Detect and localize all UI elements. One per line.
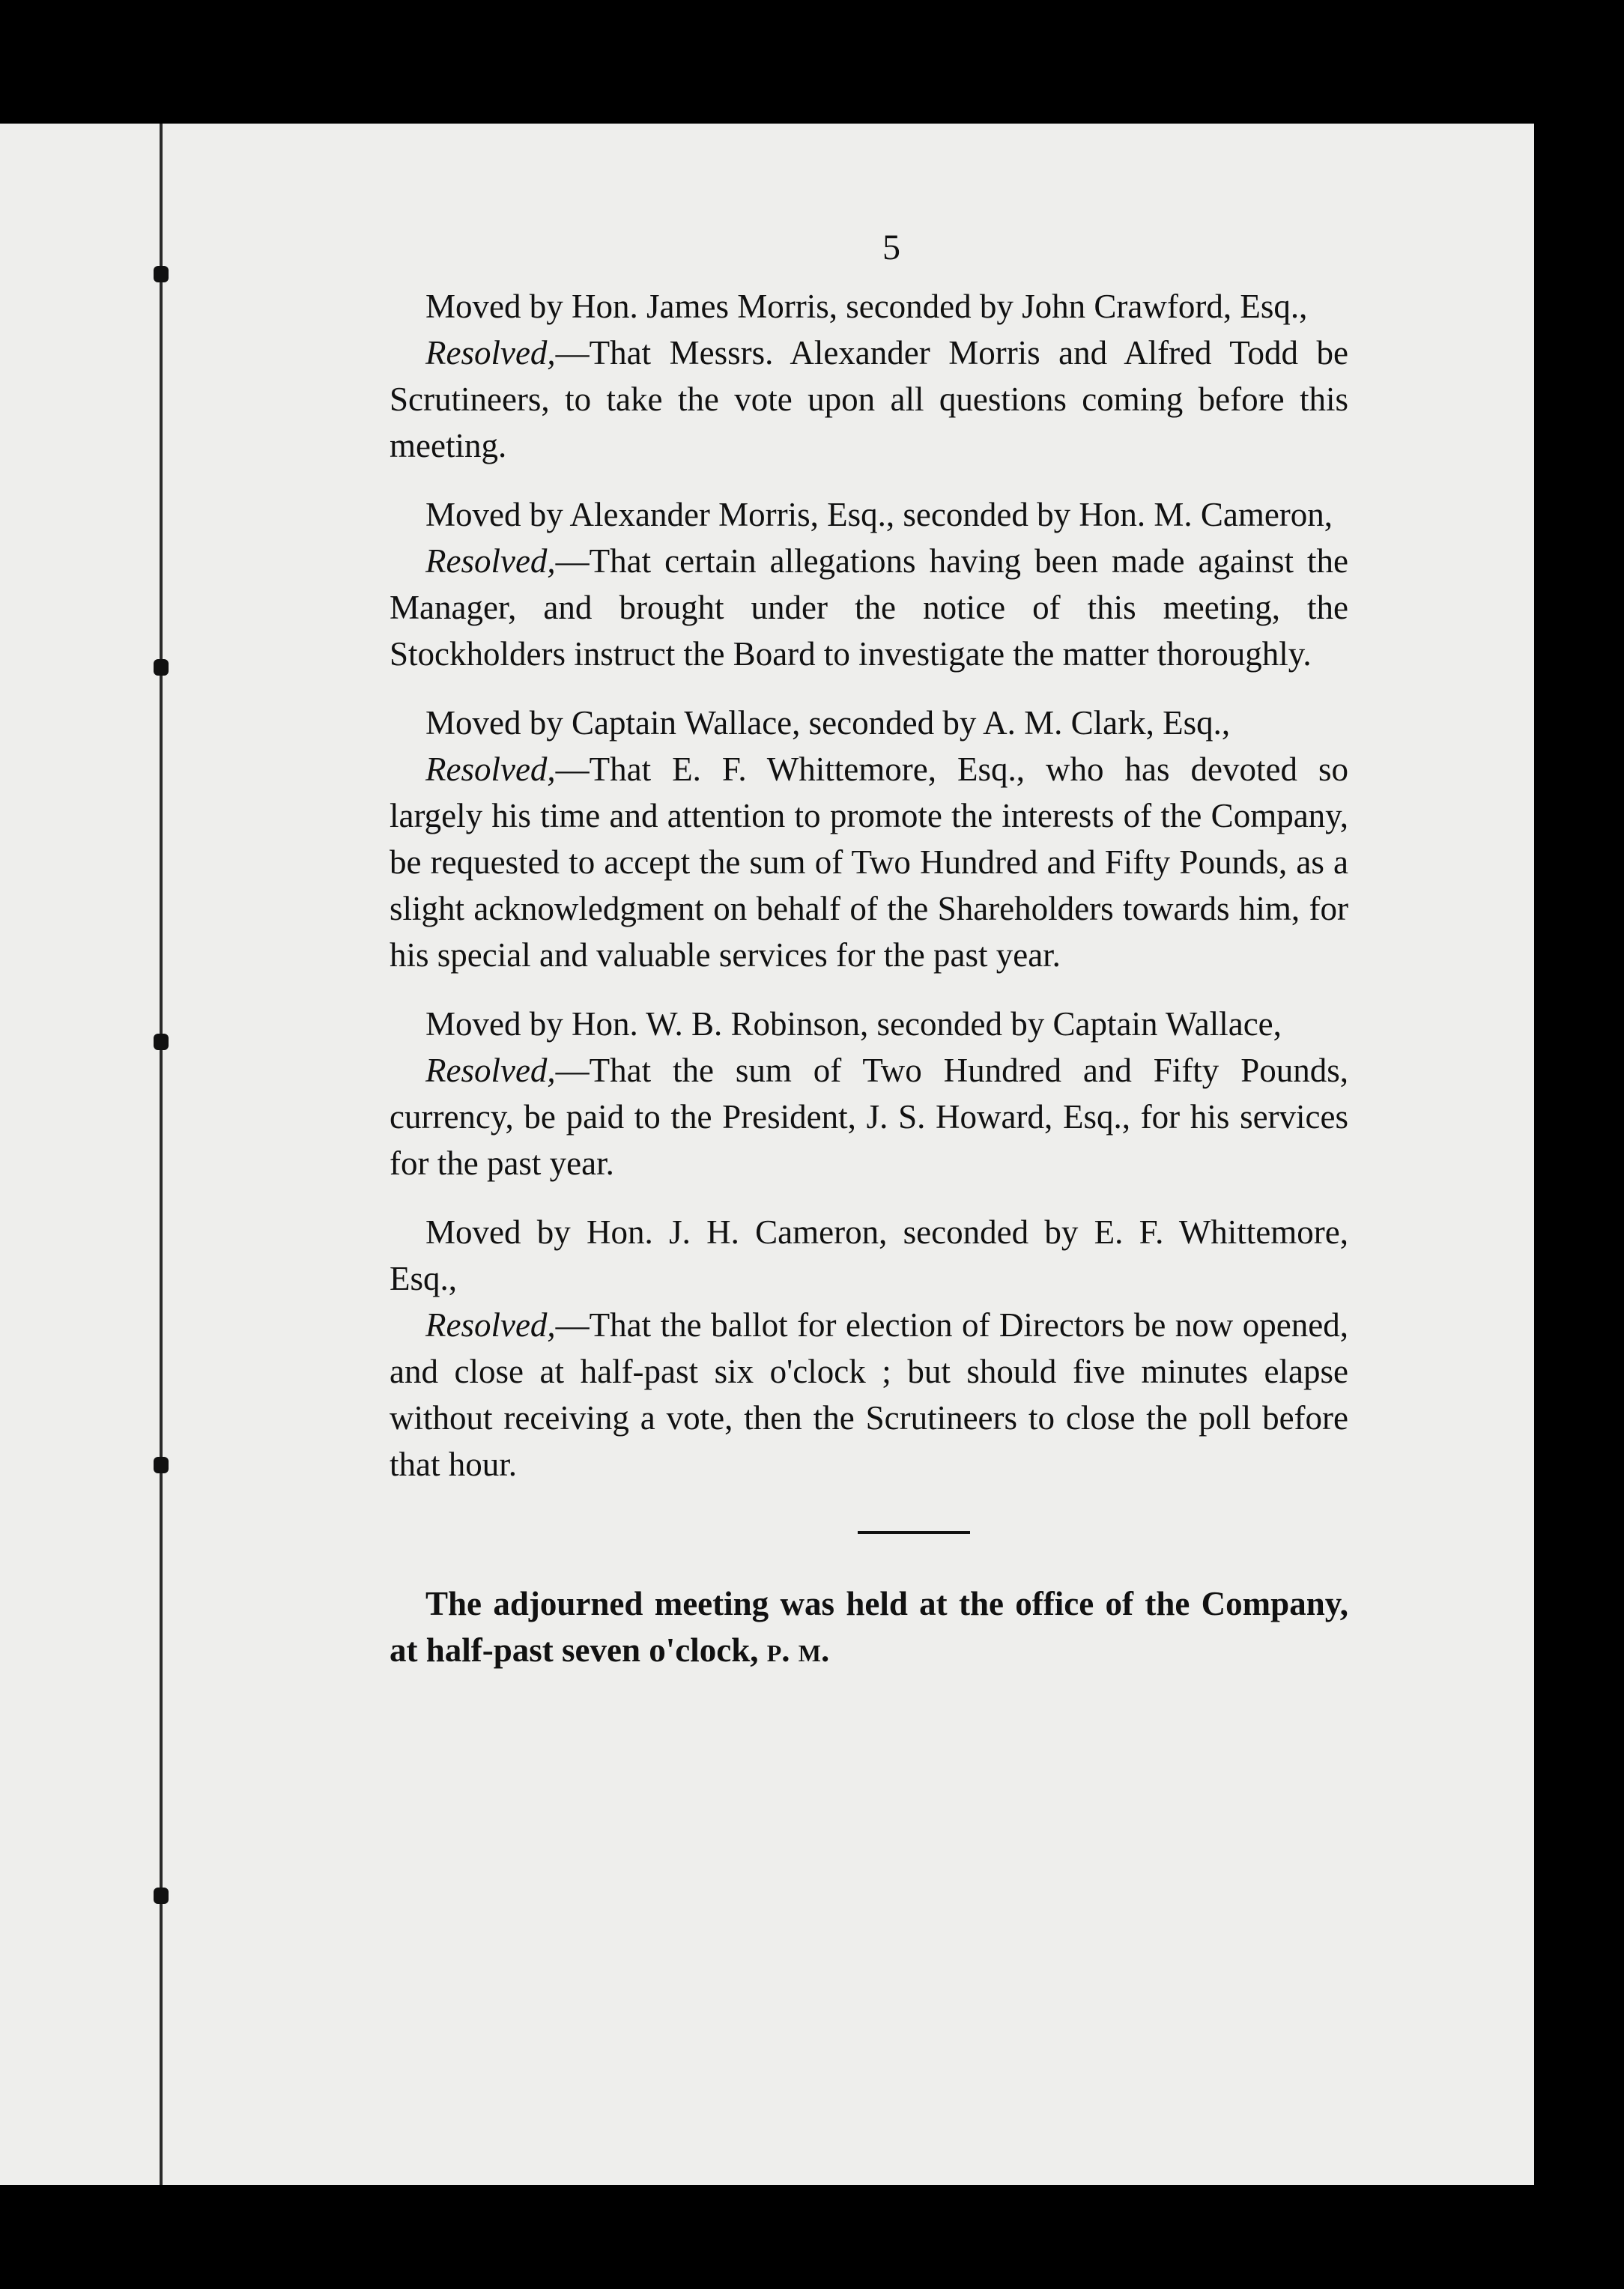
moved-line: Moved by Hon. James Morris, seconded by John Crawford, Esq., [425, 288, 1308, 325]
resolution [390, 538, 1348, 677]
page-number: 5 [882, 228, 900, 267]
closing-text: The adjourned meeting was held at the office of the Company, at half-past seven o'clock, [390, 1585, 1348, 1669]
motion-4 [390, 1001, 1348, 1186]
motion-2 [390, 491, 1348, 677]
resolution-text: —That the sum of Two Hundred and Fifty Pounds, currency, be paid to the President, J. S. Howard, Esq., for his services for the past year. [390, 1052, 1348, 1182]
moved-line: Moved by Hon. J. H. Cameron, seconded by E. F. Whittemore, Esq., [390, 1213, 1348, 1297]
text-block [390, 225, 1348, 1673]
section-divider [858, 1531, 970, 1534]
resolved-label: Resolved, [425, 542, 556, 580]
moved-line: Moved by Hon. W. B. Robinson, seconded by Captain Wallace, [425, 1005, 1282, 1043]
resolution [390, 1047, 1348, 1186]
resolved-label: Resolved, [425, 1052, 556, 1089]
binding-thread [154, 124, 169, 2185]
motion-5 [390, 1209, 1348, 1488]
resolution-text: —That the ballot for election of Directors be now opened, and close at half-past six o'clock ; but should five minutes elapse without receiving a vote, then the Scrutineers to close the poll before that hour. [390, 1306, 1348, 1483]
resolved-label: Resolved, [425, 334, 556, 372]
motion-1 [390, 283, 1348, 469]
resolution-text: —That certain allegations having been made against the Manager, and brought under the notice of this meeting, the Stockholders instruct the Board to investigate the matter thoroughly. [390, 542, 1348, 673]
motion-3 [390, 700, 1348, 978]
moved-line: Moved by Alexander Morris, Esq., seconded by Hon. M. Cameron, [425, 496, 1333, 533]
resolution-text: —That E. F. Whittemore, Esq., who has devoted so largely his time and attention to promote the interests of the Company, be requested to accept the sum of Two Hundred and Fifty Pounds, as a slight acknowledgment on behalf of the Shareholders towards him, for his special and valuable services for the past year. [390, 751, 1348, 974]
resolution [390, 330, 1348, 469]
resolved-label: Resolved, [425, 1306, 556, 1344]
resolution [390, 746, 1348, 978]
moved-line: Moved by Captain Wallace, seconded by A. M. Clark, Esq., [425, 704, 1231, 742]
resolution-text: —That Messrs. Alexander Morris and Alfred Todd be Scrutineers, to take the vote upon all questions coming before this meeting. [390, 334, 1348, 464]
closing-paragraph [390, 1580, 1348, 1673]
closing-time-suffix: p. m. [766, 1631, 830, 1669]
resolution [390, 1302, 1348, 1488]
resolved-label: Resolved, [425, 751, 556, 788]
